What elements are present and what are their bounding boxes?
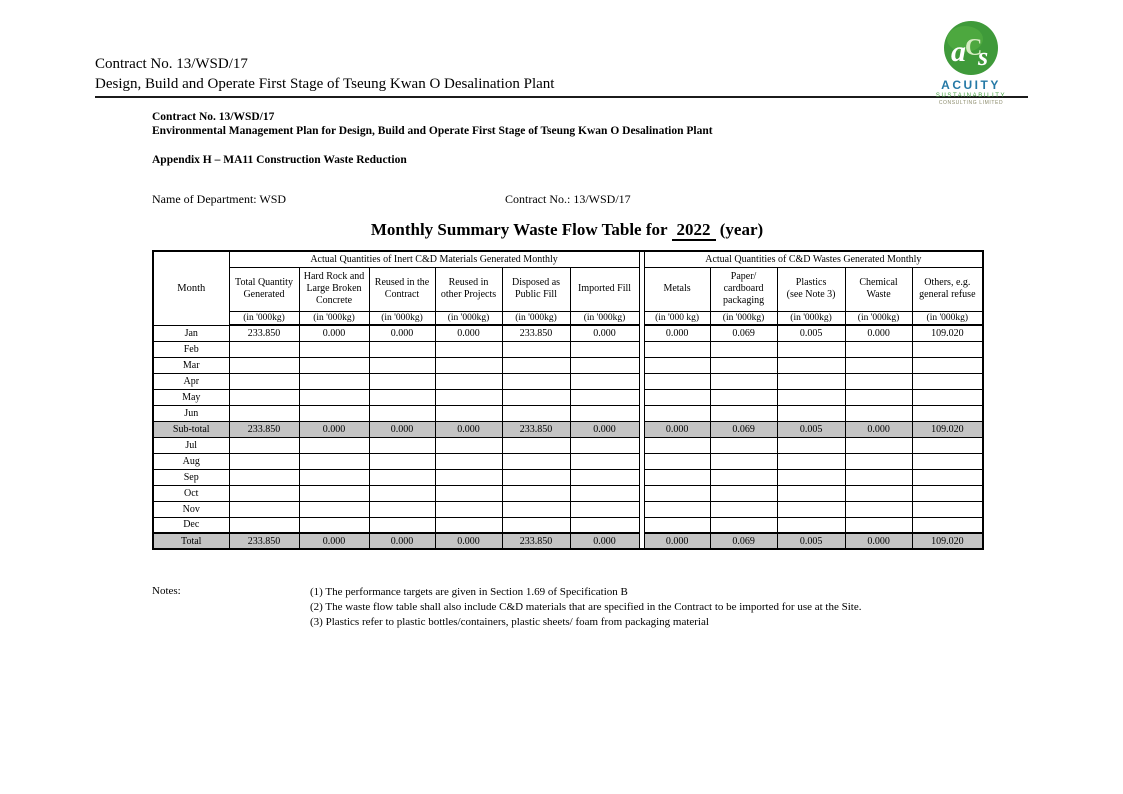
table-cell — [369, 373, 435, 389]
table-cell — [845, 485, 912, 501]
table-cell — [435, 517, 502, 533]
note-item-2: (2) The waste flow table shall also include C&D materials that are specified in the Contract to be imported for use at the Site. — [310, 601, 862, 613]
row-label: Jan — [153, 325, 229, 341]
table-row-total — [153, 533, 983, 549]
table-cell — [229, 517, 299, 533]
table-cell — [369, 389, 435, 405]
table-cell — [502, 389, 570, 405]
note-item-3: (3) Plastics refer to plastic bottles/containers, plastic sheets/ foam from packaging material — [310, 616, 709, 628]
table-cell — [912, 437, 983, 453]
table-cell — [435, 437, 502, 453]
table-row-sep — [153, 469, 983, 485]
table-cell — [845, 357, 912, 373]
row-label: Jun — [153, 405, 229, 421]
table-cell — [777, 485, 845, 501]
table-cell — [435, 373, 502, 389]
table-cell: 233.850 — [502, 325, 570, 341]
table-cell — [570, 405, 639, 421]
page-header — [95, 54, 554, 94]
table-cell — [435, 357, 502, 373]
row-label: Aug — [153, 453, 229, 469]
table-cell — [369, 485, 435, 501]
table-row-apr — [153, 373, 983, 389]
table-cell — [502, 453, 570, 469]
table-cell — [369, 437, 435, 453]
table-title-year: 2022 — [672, 220, 716, 241]
table-cell — [502, 357, 570, 373]
table-cell — [644, 389, 710, 405]
group-header-waste: Actual Quantities of C&D Wastes Generated Monthly — [644, 251, 983, 267]
column-unit: (in '000kg) — [845, 311, 912, 325]
table-row-oct — [153, 485, 983, 501]
table-cell — [912, 501, 983, 517]
table-cell — [845, 373, 912, 389]
table-row-feb — [153, 341, 983, 357]
table-cell: 233.850 — [229, 325, 299, 341]
column-header-row — [153, 267, 983, 311]
table-cell: 0.000 — [570, 533, 639, 549]
table-row-jun — [153, 405, 983, 421]
table-cell — [912, 357, 983, 373]
table-cell — [369, 405, 435, 421]
notes-section — [310, 585, 930, 630]
table-cell — [229, 373, 299, 389]
table-cell — [777, 357, 845, 373]
table-cell — [570, 437, 639, 453]
table-cell — [912, 517, 983, 533]
table-cell: 0.000 — [435, 325, 502, 341]
table-cell — [644, 373, 710, 389]
table-cell — [435, 405, 502, 421]
appendix-title: Appendix H – MA11 Construction Waste Reduction — [152, 154, 407, 166]
table-cell — [710, 389, 777, 405]
table-cell — [299, 469, 369, 485]
column-header: Paper/ cardboard packaging — [710, 267, 777, 311]
column-header: Metals — [644, 267, 710, 311]
table-cell — [912, 389, 983, 405]
table-cell — [644, 517, 710, 533]
table-cell — [299, 341, 369, 357]
table-cell — [502, 469, 570, 485]
logo-brand: ACUITY — [941, 78, 1001, 92]
table-cell — [777, 341, 845, 357]
table-row-dec — [153, 517, 983, 533]
table-row-nov — [153, 501, 983, 517]
table-cell: 109.020 — [912, 325, 983, 341]
table-cell — [710, 453, 777, 469]
month-column-header: Month — [153, 251, 229, 325]
column-header: Imported Fill — [570, 267, 639, 311]
table-cell — [369, 469, 435, 485]
table-cell: 0.000 — [299, 421, 369, 437]
table-cell — [777, 517, 845, 533]
table-cell — [710, 341, 777, 357]
table-cell — [299, 501, 369, 517]
table-cell — [644, 453, 710, 469]
table-cell — [777, 501, 845, 517]
table-cell — [710, 437, 777, 453]
table-cell — [435, 389, 502, 405]
column-unit: (in '000kg) — [299, 311, 369, 325]
table-cell: 0.000 — [570, 325, 639, 341]
table-cell — [570, 357, 639, 373]
column-header: Others, e.g. general refuse — [912, 267, 983, 311]
column-header: Reused in other Projects — [435, 267, 502, 311]
table-cell — [229, 357, 299, 373]
table-cell — [369, 341, 435, 357]
doc-emp-title: Environmental Management Plan for Design, Build and Operate First Stage of Tseung Kwan O Desalination Plant — [152, 125, 713, 137]
table-title-suffix: (year) — [719, 220, 764, 239]
table-cell: 0.005 — [777, 421, 845, 437]
column-unit: (in '000 kg) — [644, 311, 710, 325]
table-cell: 233.850 — [502, 533, 570, 549]
table-row-mar — [153, 357, 983, 373]
table-cell: 0.005 — [777, 533, 845, 549]
table-cell — [299, 389, 369, 405]
table-cell: 0.000 — [299, 325, 369, 341]
table-cell — [229, 501, 299, 517]
department-label: Name of Department: WSD — [152, 192, 287, 206]
table-cell — [644, 485, 710, 501]
table-cell: 0.005 — [777, 325, 845, 341]
table-cell — [845, 341, 912, 357]
logo-letter-s: s — [978, 42, 989, 71]
table-cell — [570, 341, 639, 357]
row-label: Nov — [153, 501, 229, 517]
table-row-sub-total — [153, 421, 983, 437]
unit-row — [153, 311, 983, 325]
table-cell — [912, 341, 983, 357]
row-label: Feb — [153, 341, 229, 357]
table-cell — [435, 341, 502, 357]
row-label: Sep — [153, 469, 229, 485]
table-cell — [845, 437, 912, 453]
table-cell: 0.000 — [845, 533, 912, 549]
column-unit: (in '000kg) — [710, 311, 777, 325]
logo-tagline: SUSTAINABILITY — [935, 93, 1007, 99]
table-cell: 0.000 — [845, 325, 912, 341]
table-cell — [912, 485, 983, 501]
table-cell — [710, 405, 777, 421]
table-cell: 233.850 — [502, 421, 570, 437]
table-cell — [845, 405, 912, 421]
table-cell: 233.850 — [229, 421, 299, 437]
header-rule — [95, 96, 1028, 98]
column-unit: (in '000kg) — [229, 311, 299, 325]
row-label: Dec — [153, 517, 229, 533]
row-label: Apr — [153, 373, 229, 389]
table-cell: 0.069 — [710, 533, 777, 549]
table-cell — [644, 357, 710, 373]
table-title — [152, 220, 982, 240]
column-header: Reused in the Contract — [369, 267, 435, 311]
table-row-jul — [153, 437, 983, 453]
waste-flow-table — [152, 250, 984, 550]
acuity-logo — [926, 20, 1016, 106]
column-unit: (in '000kg) — [435, 311, 502, 325]
logo-letter-c: C — [965, 35, 983, 61]
table-cell — [502, 373, 570, 389]
table-cell — [229, 485, 299, 501]
table-cell — [299, 485, 369, 501]
table-cell — [435, 501, 502, 517]
table-cell — [644, 501, 710, 517]
table-row-may — [153, 389, 983, 405]
row-label: Jul — [153, 437, 229, 453]
table-cell — [912, 469, 983, 485]
table-cell — [229, 437, 299, 453]
table-cell — [912, 373, 983, 389]
table-body — [153, 325, 983, 549]
table-cell — [710, 469, 777, 485]
table-cell — [502, 405, 570, 421]
column-header: Hard Rock and Large Broken Concrete — [299, 267, 369, 311]
table-cell — [644, 405, 710, 421]
table-cell — [369, 501, 435, 517]
table-cell: 233.850 — [229, 533, 299, 549]
table-cell — [845, 389, 912, 405]
page-header-project: Design, Build and Operate First Stage of Tseung Kwan O Desalination Plant — [95, 76, 555, 92]
table-cell — [369, 517, 435, 533]
table-cell: 0.000 — [644, 325, 710, 341]
table-row-jan — [153, 325, 983, 341]
table-cell — [435, 485, 502, 501]
column-unit: (in '000kg) — [369, 311, 435, 325]
note-item-1: (1) The performance targets are given in Section 1.69 of Specification B — [310, 586, 628, 598]
table-cell: 0.069 — [710, 325, 777, 341]
table-cell — [229, 341, 299, 357]
table-cell — [710, 501, 777, 517]
table-cell — [229, 405, 299, 421]
table-cell — [570, 517, 639, 533]
table-cell — [502, 517, 570, 533]
table-row-aug — [153, 453, 983, 469]
column-header: Total Quantity Generated — [229, 267, 299, 311]
table-cell — [777, 373, 845, 389]
group-header-inert: Actual Quantities of Inert C&D Materials Generated Monthly — [229, 251, 639, 267]
table-cell — [299, 405, 369, 421]
department-row — [152, 192, 982, 207]
table-cell — [644, 469, 710, 485]
table-cell — [912, 453, 983, 469]
table-cell: 0.000 — [435, 421, 502, 437]
table-cell — [299, 357, 369, 373]
acuity-logo-icon — [943, 20, 999, 76]
table-cell: 0.069 — [710, 421, 777, 437]
row-label: May — [153, 389, 229, 405]
table-cell — [912, 405, 983, 421]
table-cell: 0.000 — [369, 421, 435, 437]
table-cell: 0.000 — [369, 533, 435, 549]
table-cell — [777, 389, 845, 405]
table-cell — [435, 453, 502, 469]
column-unit: (in '000kg) — [912, 311, 983, 325]
table-cell — [570, 485, 639, 501]
table-cell — [845, 469, 912, 485]
table-cell — [229, 469, 299, 485]
table-cell: 0.000 — [435, 533, 502, 549]
table-cell — [845, 501, 912, 517]
column-unit: (in '000kg) — [777, 311, 845, 325]
table-cell — [502, 341, 570, 357]
table-cell: 0.000 — [644, 533, 710, 549]
table-cell — [710, 485, 777, 501]
column-unit: (in '000kg) — [502, 311, 570, 325]
table-cell — [435, 469, 502, 485]
table-cell — [369, 453, 435, 469]
table-cell — [299, 437, 369, 453]
table-cell — [502, 437, 570, 453]
table-cell — [777, 469, 845, 485]
table-cell — [644, 341, 710, 357]
table-cell — [570, 373, 639, 389]
column-header: Disposed as Public Fill — [502, 267, 570, 311]
table-cell — [644, 437, 710, 453]
row-label: Oct — [153, 485, 229, 501]
table-cell — [502, 501, 570, 517]
row-label: Sub-total — [153, 421, 229, 437]
doc-header — [152, 110, 872, 138]
table-cell: 0.000 — [369, 325, 435, 341]
table-cell — [777, 437, 845, 453]
table-cell — [229, 453, 299, 469]
table-cell — [845, 517, 912, 533]
column-unit: (in '000kg) — [570, 311, 639, 325]
table-cell — [710, 357, 777, 373]
table-cell — [570, 389, 639, 405]
table-cell — [369, 357, 435, 373]
table-cell — [299, 517, 369, 533]
column-header: Plastics (see Note 3) — [777, 267, 845, 311]
table-cell — [710, 373, 777, 389]
table-cell — [229, 389, 299, 405]
logo-letter-a: a — [951, 35, 966, 68]
column-header: Chemical Waste — [845, 267, 912, 311]
table-cell: 0.000 — [299, 533, 369, 549]
table-cell: 0.000 — [644, 421, 710, 437]
table-cell: 109.020 — [912, 421, 983, 437]
group-header-row — [153, 251, 983, 267]
table-cell — [710, 517, 777, 533]
table-cell — [777, 453, 845, 469]
row-label: Mar — [153, 357, 229, 373]
notes-label: Notes: — [152, 585, 181, 597]
table-cell: 0.000 — [845, 421, 912, 437]
table-cell — [570, 453, 639, 469]
table-cell — [570, 501, 639, 517]
table-title-prefix: Monthly Summary Waste Flow Table for — [370, 220, 668, 239]
table-cell — [299, 373, 369, 389]
row-label: Total — [153, 533, 229, 549]
table-cell — [570, 469, 639, 485]
doc-contract-no: Contract No. 13/WSD/17 — [152, 111, 275, 123]
table-cell — [845, 453, 912, 469]
page-header-contract: Contract No. 13/WSD/17 — [95, 56, 248, 72]
table-cell — [299, 453, 369, 469]
table-cell: 109.020 — [912, 533, 983, 549]
contract-no-label: Contract No.: 13/WSD/17 — [505, 192, 631, 206]
table-cell — [502, 485, 570, 501]
table-cell — [777, 405, 845, 421]
logo-subtext: CONSULTING LIMITED — [938, 100, 1004, 106]
table-cell: 0.000 — [570, 421, 639, 437]
